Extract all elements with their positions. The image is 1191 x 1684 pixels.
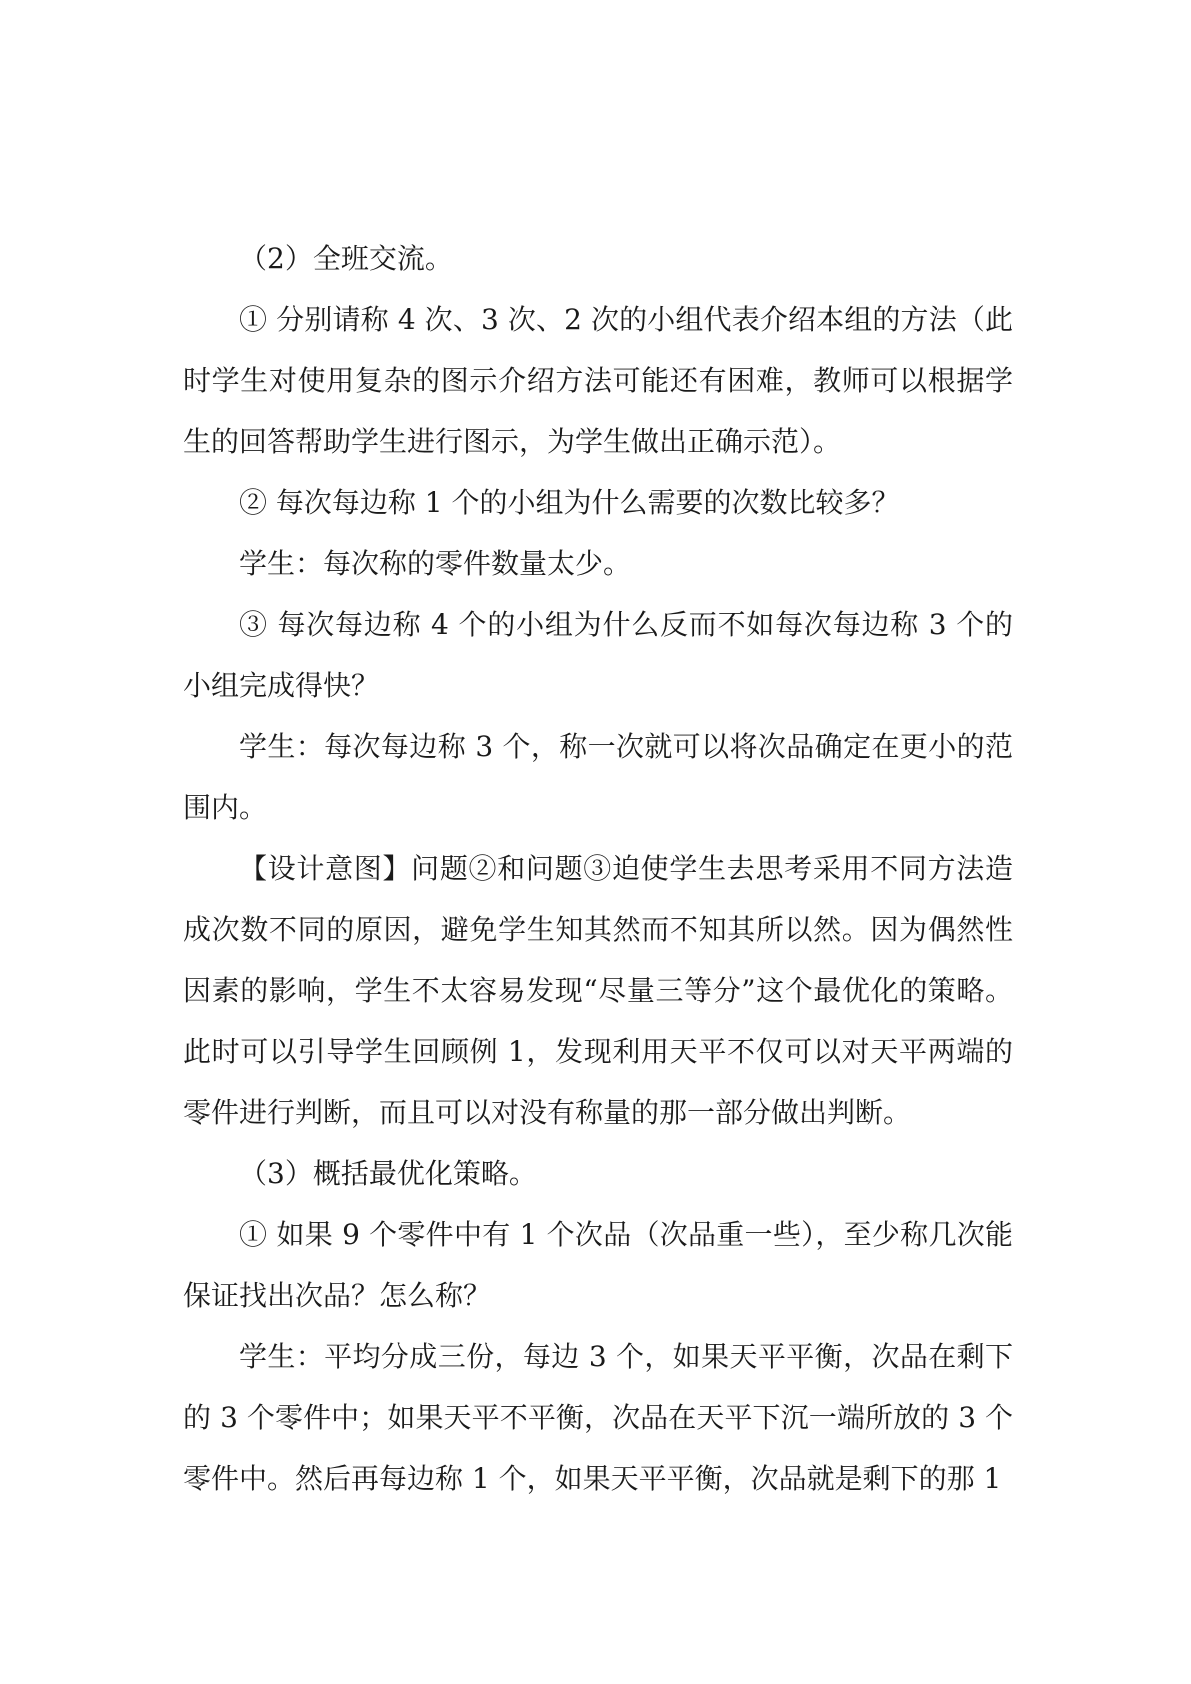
- document-body: [183, 228, 1013, 1509]
- paragraph-question-nine-parts: ① 如果 9 个零件中有 1 个次品（次品重一些），至少称几次能保证找出次品？怎么称？: [183, 1218, 1013, 1312]
- paragraph-question-1: ① 分别请称 4 次、3 次、2 次的小组代表介绍本组的方法（此时学生对使用复杂的图示介绍方法可能还有困难，教师可以根据学生的回答帮助学生进行图示，为学生做出正确示范）。: [183, 303, 1013, 458]
- paragraph-answer-2: 学生：每次称的零件数量太少。: [239, 547, 632, 580]
- paragraph-answer-nine-parts: 学生：平均分成三份，每边 3 个，如果天平平衡，次品在剩下的 3 个零件中；如果天平不平衡，次品在天平下沉一端所放的 3 个零件中。然后再每边称 1 个，如果天平平衡，次品就是剩下的那 1: [183, 1340, 1013, 1495]
- paragraph-heading-summary-strategy: （3）概括最优化策略。: [239, 1157, 537, 1190]
- paragraph-answer-3: 学生：每次每边称 3 个，称一次就可以将次品确定在更小的范围内。: [183, 730, 1013, 824]
- paragraph-heading-class-exchange: （2）全班交流。: [239, 242, 453, 275]
- paragraph-question-3: ③ 每次每边称 4 个的小组为什么反而不如每次每边称 3 个的小组完成得快？: [183, 608, 1013, 702]
- paragraph-question-2: ② 每次每边称 1 个的小组为什么需要的次数比较多？: [239, 486, 900, 519]
- paragraph-design-intent: 【设计意图】问题②和问题③迫使学生去思考采用不同方法造成次数不同的原因，避免学生知其然而不知其所以然。因为偶然性因素的影响，学生不太容易发现“尽量三等分”这个最优化的策略。此时可以引导学生回顾例 1，发现利用天平不仅可以对天平两端的零件进行判断，而且可以对没有称量的那一部分做出判断。: [183, 852, 1013, 1129]
